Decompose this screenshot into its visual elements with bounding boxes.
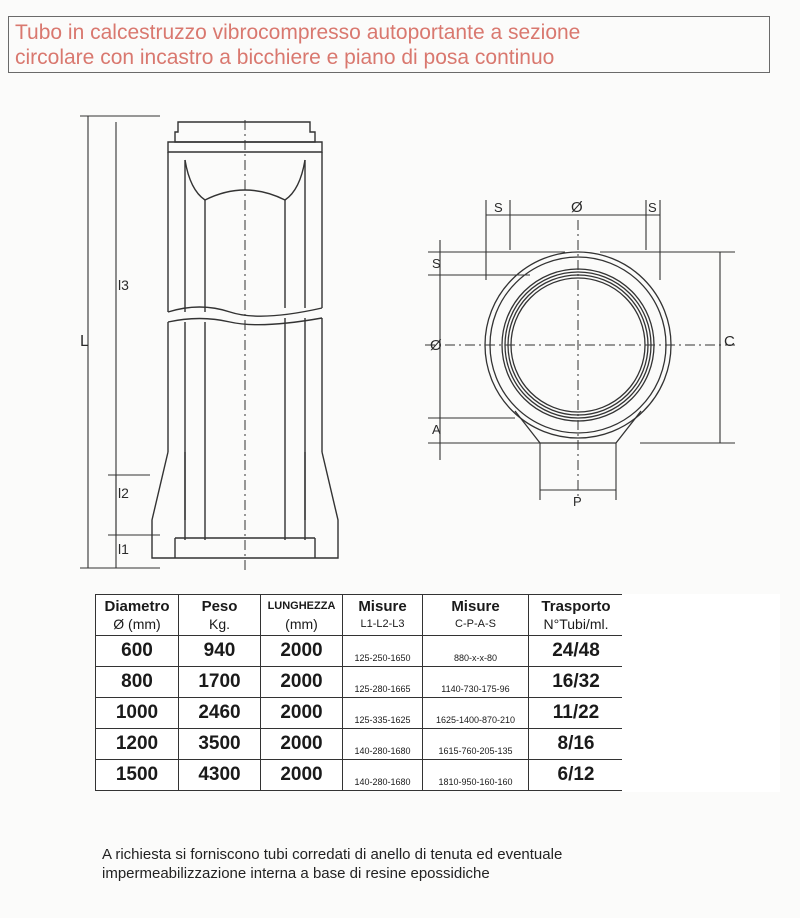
cell-lunghezza: 2000 (261, 760, 343, 791)
dim-label-l1: l1 (118, 541, 129, 557)
cell-diametro: 1500 (96, 760, 179, 791)
cell-misure-l: 125-250-1650 (343, 636, 423, 667)
cell-trasporto: 24/48 (529, 636, 624, 667)
header-peso-label: Peso (201, 597, 238, 615)
dim-label-s-top-right: S (648, 200, 657, 215)
dim-label-diameter-side: Ø (430, 337, 442, 354)
cell-peso: 940 (179, 636, 261, 667)
title-box (8, 16, 770, 73)
header-peso-unit: Kg. (208, 615, 230, 632)
cell-peso: 1700 (179, 667, 261, 698)
dim-label-diameter-top: Ø (571, 199, 583, 216)
dim-label-l: L (80, 333, 89, 350)
blank-panel (622, 594, 780, 792)
header-trasporto (529, 595, 624, 636)
cell-trasporto: 16/32 (529, 667, 624, 698)
cell-misure-l: 125-280-1665 (343, 667, 423, 698)
header-misure-l-label: Misure (358, 597, 407, 615)
cell-misure-c: 1615-760-205-135 (423, 729, 529, 760)
cell-trasporto: 11/22 (529, 698, 624, 729)
cell-diametro: 1000 (96, 698, 179, 729)
table-header-row (96, 595, 624, 636)
dim-label-a-side: A (432, 422, 441, 437)
table-row (96, 698, 624, 729)
table-row (96, 667, 624, 698)
header-diametro-label: Diametro (104, 597, 170, 615)
pipe-cross-section (425, 220, 735, 500)
header-misure-c-unit: C-P-A-S (455, 617, 496, 630)
header-trasporto-unit: N°Tubi/ml. (543, 615, 609, 632)
header-diametro (96, 595, 179, 636)
dim-label-p-bottom: P (573, 494, 582, 509)
cell-trasporto: 8/16 (529, 729, 624, 760)
cell-lunghezza: 2000 (261, 698, 343, 729)
cell-lunghezza: 2000 (261, 667, 343, 698)
header-trasporto-label: Trasporto (541, 597, 611, 615)
table-row (96, 636, 624, 667)
cell-diametro: 1200 (96, 729, 179, 760)
footnote: A richiesta si forniscono tubi corredati di anello di tenuta ed eventuale impermeabilizzazione interna a base di resine epossidiche (102, 846, 563, 882)
header-misure-c-label: Misure (451, 597, 500, 615)
dim-label-c-side: C (724, 333, 735, 350)
cross-section-dimension-lines (428, 200, 735, 500)
cell-lunghezza: 2000 (261, 729, 343, 760)
header-lunghezza-unit: (mm) (285, 615, 318, 632)
header-misure-l-unit: L1-L2-L3 (360, 617, 405, 630)
technical-drawing (0, 80, 800, 590)
cell-diametro: 600 (96, 636, 179, 667)
header-peso (179, 595, 261, 636)
title-line-1: Tubo in calcestruzzo vibrocompresso autoportante a sezione (15, 21, 581, 44)
dim-label-l2: l2 (118, 485, 129, 501)
table-row (96, 729, 624, 760)
cell-misure-c: 1810-950-160-160 (423, 760, 529, 791)
table-row (96, 760, 624, 791)
cell-misure-c: 880-x-x-80 (423, 636, 529, 667)
cell-misure-l: 140-280-1680 (343, 760, 423, 791)
cell-misure-l: 140-280-1680 (343, 729, 423, 760)
header-misure-c (423, 595, 529, 636)
dim-label-s-side: S (432, 256, 441, 271)
cell-peso: 4300 (179, 760, 261, 791)
cell-trasporto: 6/12 (529, 760, 624, 791)
specifications-table (95, 594, 624, 791)
cell-misure-l: 125-335-1625 (343, 698, 423, 729)
cell-peso: 3500 (179, 729, 261, 760)
header-misure-l (343, 595, 423, 636)
cell-diametro: 800 (96, 667, 179, 698)
cell-peso: 2460 (179, 698, 261, 729)
cell-misure-c: 1625-1400-870-210 (423, 698, 529, 729)
cell-lunghezza: 2000 (261, 636, 343, 667)
dim-label-s-top-left: S (494, 200, 503, 215)
title-line-2: circolare con incastro a bicchiere e piano di posa continuo (15, 46, 555, 69)
header-diametro-unit: Ø (mm) (113, 615, 161, 632)
header-lunghezza (261, 595, 343, 636)
pipe-side-view (152, 120, 338, 570)
dim-label-l3: l3 (118, 277, 129, 293)
header-lunghezza-label: LUNGHEZZA (267, 599, 336, 612)
cell-misure-c: 1140-730-175-96 (423, 667, 529, 698)
